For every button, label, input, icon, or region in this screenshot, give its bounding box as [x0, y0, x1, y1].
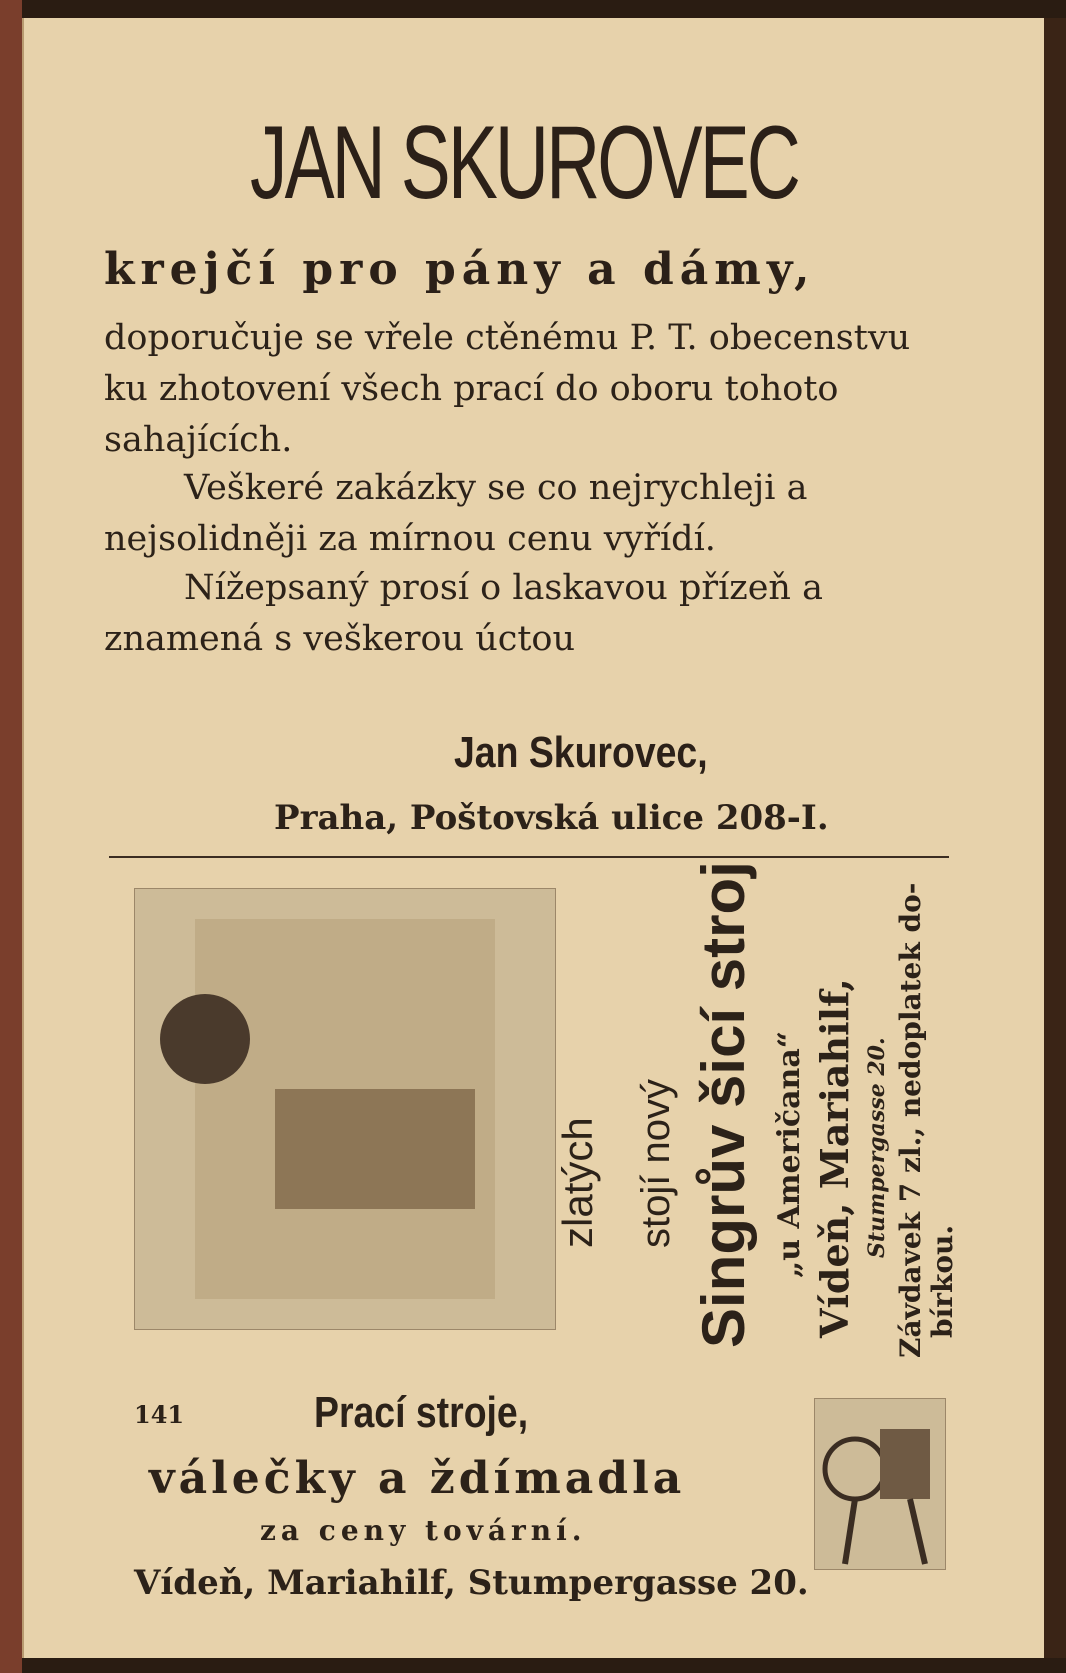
washer-headline: Prací stroje, — [314, 1388, 529, 1437]
singer-ad — [554, 861, 974, 1358]
deposit-line-2: bírkou. — [926, 1224, 959, 1338]
page-edge — [0, 0, 22, 1673]
washer-line-3: za ceny tovární. — [260, 1514, 587, 1547]
page-number: 141 — [134, 1400, 185, 1429]
shop-street: Stumpergasse 20. — [864, 1037, 890, 1258]
shop-city: Vídeň, Mariahilf, — [812, 978, 857, 1338]
washer-address: Vídeň, Mariahilf, Stumpergasse 20. — [134, 1563, 809, 1603]
price-label: zlatých — [554, 1117, 601, 1248]
signature-address: Praha, Poštovská ulice 208-I. — [274, 798, 829, 838]
subtitle: krejčí pro pány a dámy, — [104, 244, 816, 295]
stoji-text: stojí nový — [634, 1079, 678, 1248]
shop-name: „u Američana“ — [772, 1030, 807, 1278]
paragraph-2: Veškeré zakázky se co nejrychleji a nejsolidněji za mírnou cenu vyřídí. — [104, 468, 808, 559]
page-title: JAN SKUROVEC — [250, 105, 798, 221]
divider — [109, 856, 949, 858]
signature-name: Jan Skurovec, — [454, 728, 708, 777]
wringer-illustration — [814, 1398, 946, 1570]
page — [22, 18, 1044, 1658]
product-name: Singrův šicí stroj — [690, 861, 757, 1348]
paragraph-1: doporučuje se vřele ctěnému P. T. obecenstvu ku zhotovení všech prací do oboru tohoto sahajících. — [104, 318, 911, 460]
washer-line-2: válečky a ždímadla — [149, 1453, 686, 1504]
paragraph-3: Nížepsaný prosí o laskavou přízeň a znamená s veškerou úctou — [104, 568, 823, 659]
sewing-machine-illustration — [134, 888, 556, 1330]
deposit-line-1: Závdavek 7 zl., nedoplatek do- — [894, 882, 927, 1358]
